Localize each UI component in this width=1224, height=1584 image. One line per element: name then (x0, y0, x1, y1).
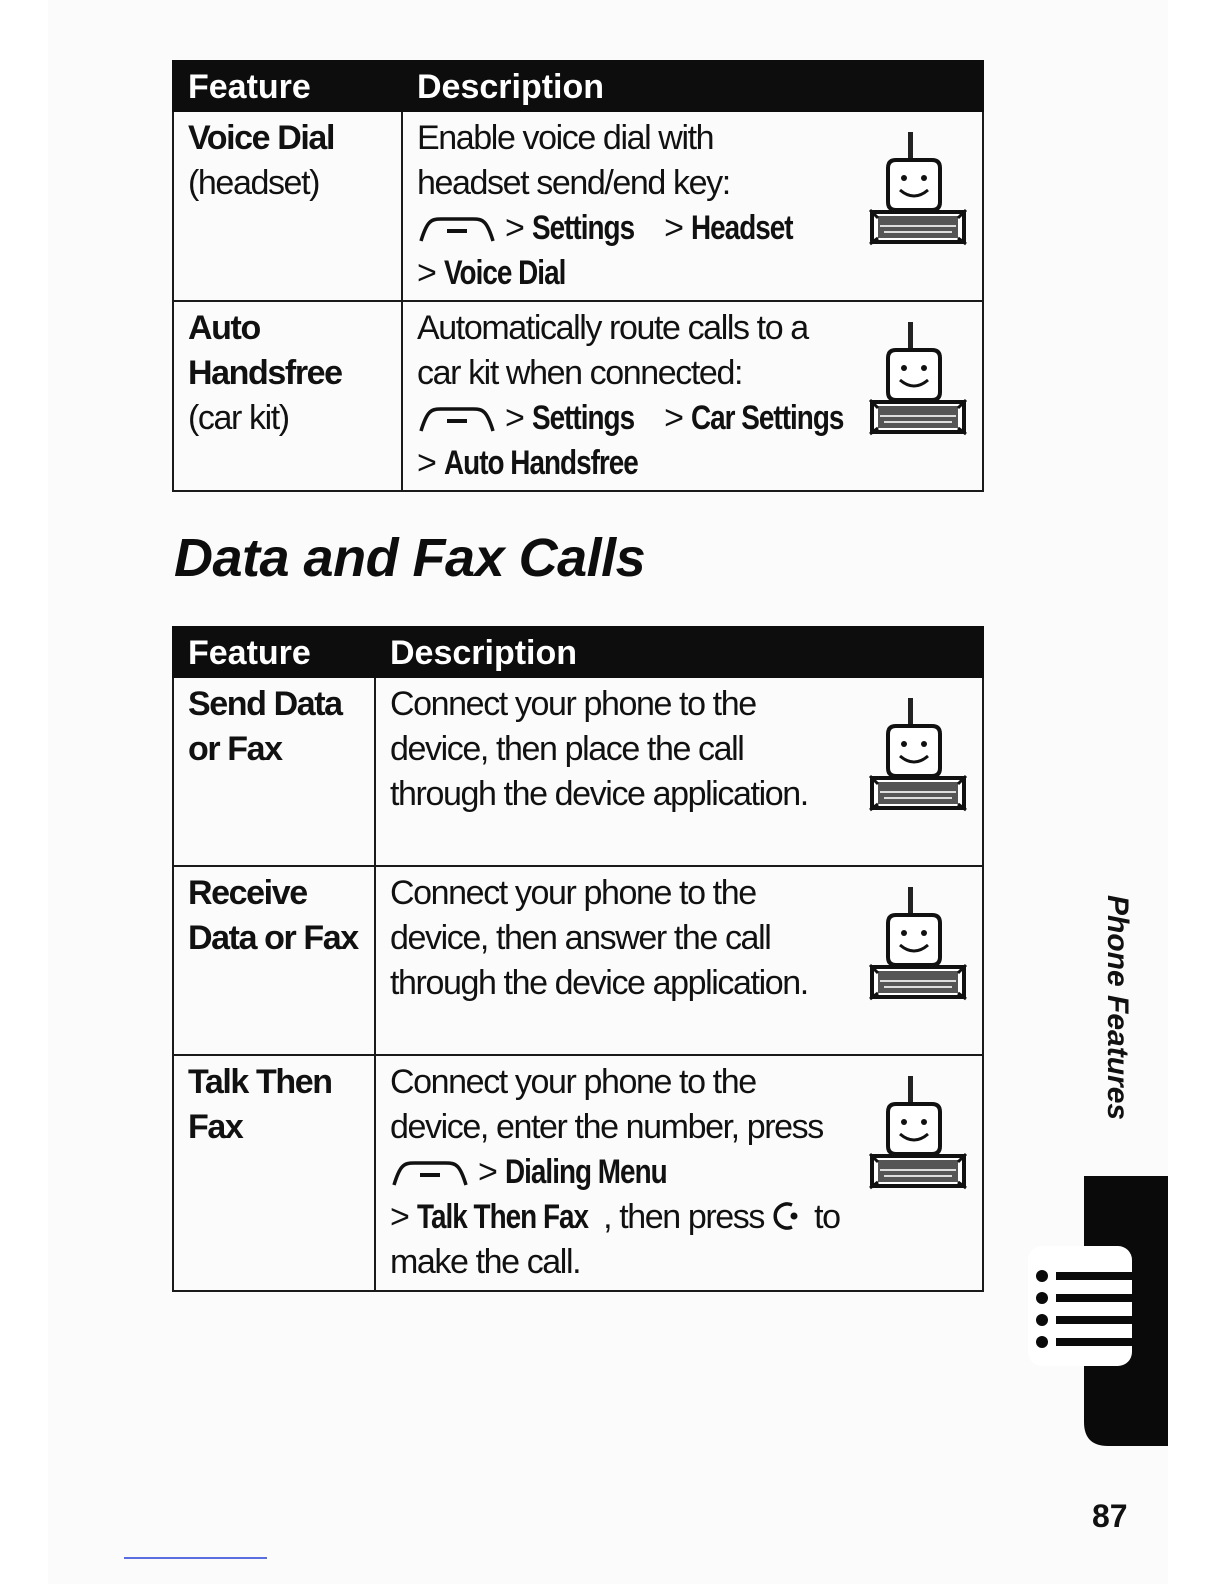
feature-name: Send Data or Fax (188, 685, 342, 768)
menu-key-icon (417, 213, 497, 243)
table-row (173, 1055, 983, 1291)
description-segment: Connect your phone to the device, enter the number, press (390, 1063, 823, 1146)
optional-accessory-icon (868, 1074, 968, 1214)
feature-name: Receive Data or Fax (188, 874, 358, 957)
description-line: headset send/end key: (417, 164, 730, 202)
menu-key-icon (390, 1157, 470, 1187)
description-line: car kit when connected: (417, 354, 742, 392)
optional-accessory-icon (868, 885, 968, 1025)
menu-path (417, 396, 857, 441)
footnote-rule (124, 1557, 267, 1559)
menu-item: Talk Then Fax (416, 1198, 588, 1236)
menu-path (417, 441, 857, 486)
description-cell (375, 677, 983, 866)
description-cell (402, 301, 983, 491)
header-description: Description (375, 627, 983, 677)
phone-features-tab-icon (1026, 1176, 1168, 1446)
menu-item: Dialing Menu (504, 1153, 667, 1191)
table-row (173, 111, 983, 301)
menu-item: Car Settings (690, 399, 844, 437)
description-text (390, 1060, 840, 1285)
description-segment: , then press (603, 1198, 764, 1236)
side-section-label: Phone Features (1101, 895, 1134, 1121)
path-separator: > (505, 209, 524, 247)
path-separator: > (417, 254, 436, 292)
page-number: 87 (1092, 1498, 1128, 1534)
menu-item: Voice Dial (443, 254, 565, 292)
section-title: Data and Fax Calls (174, 528, 646, 588)
table-header-row (173, 627, 983, 677)
feature-table-headset (172, 60, 984, 492)
path-separator: > (390, 1198, 409, 1236)
menu-path (417, 206, 857, 251)
feature-cell (173, 111, 402, 301)
description-text: Connect your phone to the device, then answer the call through the device application. (390, 874, 808, 1002)
table-header-row (173, 61, 983, 111)
feature-cell (173, 301, 402, 491)
table-row (173, 677, 983, 866)
feature-name: Talk Then Fax (188, 1063, 332, 1146)
menu-item: Auto Handsfree (443, 444, 638, 482)
feature-cell (173, 677, 375, 866)
feature-name: Voice Dial (188, 119, 334, 157)
description-line: Automatically route calls to a (417, 309, 808, 347)
description-cell (402, 111, 983, 301)
feature-name: Auto Handsfree (188, 309, 342, 392)
optional-accessory-icon (868, 130, 968, 270)
feature-qualifier: (headset) (188, 164, 320, 202)
table-row (173, 301, 983, 491)
path-separator: > (417, 444, 436, 482)
optional-accessory-icon (868, 696, 968, 836)
feature-cell (173, 866, 375, 1055)
table-row (173, 866, 983, 1055)
menu-path (417, 251, 857, 296)
path-separator: > (478, 1153, 497, 1191)
menu-item: Headset (690, 209, 793, 247)
path-separator: > (664, 209, 683, 247)
menu-key-icon (417, 403, 497, 433)
feature-table-data-fax (172, 626, 984, 1292)
description-segment: to make the call. (390, 1198, 840, 1281)
path-separator: > (664, 399, 683, 437)
path-separator: > (505, 399, 524, 437)
description-text: Connect your phone to the device, then place the call through the device application. (390, 685, 808, 813)
optional-accessory-icon (868, 320, 968, 460)
menu-item: Settings (531, 209, 634, 247)
header-feature: Feature (173, 627, 375, 677)
center-key-icon (772, 1200, 806, 1232)
feature-qualifier: (car kit) (188, 399, 289, 437)
menu-item: Settings (531, 399, 634, 437)
description-cell (375, 1055, 983, 1291)
header-feature: Feature (173, 61, 402, 111)
description-cell (375, 866, 983, 1055)
header-description: Description (402, 61, 983, 111)
description-line: Enable voice dial with (417, 119, 714, 157)
feature-cell (173, 1055, 375, 1291)
